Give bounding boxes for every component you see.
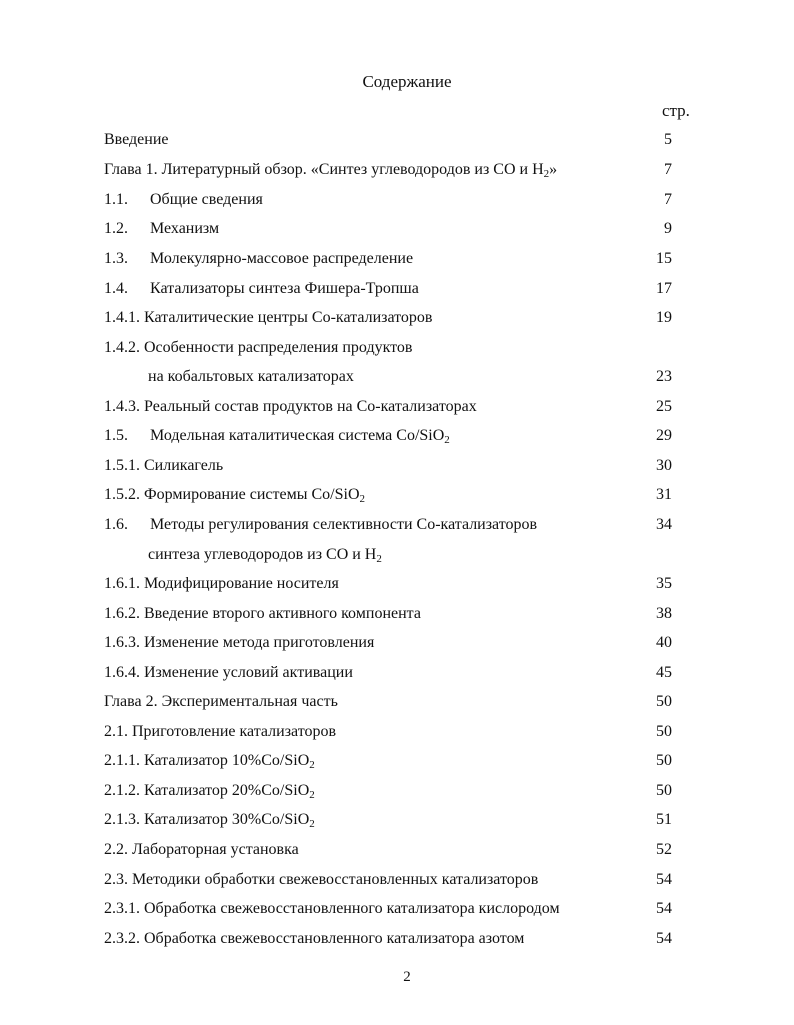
toc-entry-page: 19 xyxy=(656,309,672,326)
toc-entry-number: 1.5. xyxy=(104,427,128,444)
toc-entry-page: 45 xyxy=(656,664,672,681)
toc-entry-number: 1.5.1. xyxy=(104,457,140,474)
toc-entry-page: 51 xyxy=(656,811,672,828)
toc-entry-number: 2.2. xyxy=(104,841,128,858)
toc-entry-page: 52 xyxy=(656,841,672,858)
toc-entry-number: 1.1. xyxy=(104,191,128,208)
toc-entry-number: 1.6. xyxy=(104,516,128,533)
toc-entry-page: 54 xyxy=(656,871,672,888)
toc-entry-number: 1.5.2. xyxy=(104,486,140,503)
toc-entry-text: Реальный состав продуктов на Со-катализаторах xyxy=(144,398,477,415)
toc-entry-page: 17 xyxy=(656,280,672,297)
toc-entry-page: 7 xyxy=(664,161,672,178)
toc-entry-number: 1.6.2. xyxy=(104,605,140,622)
toc-entry-page: 31 xyxy=(656,486,672,503)
toc-entry-text: Молекулярно-массовое распределение xyxy=(150,250,414,267)
toc-entry-number: 1.4. xyxy=(104,280,128,297)
toc-entry-text: Лабораторная установка xyxy=(132,841,299,858)
toc-entry-number: 2.1. xyxy=(104,723,128,740)
toc-entry-number: 1.2. xyxy=(104,220,128,237)
toc-entry-text: Катализатор 20%Co/SiO$_2$ xyxy=(144,782,315,801)
toc-entry-number: 1.3. xyxy=(104,250,128,267)
toc-entry-page: 50 xyxy=(656,782,672,799)
toc-entry-text: Изменение метода приготовления xyxy=(144,634,375,651)
toc-entry-page: 30 xyxy=(656,457,672,474)
toc-entry-page: 5 xyxy=(664,131,672,148)
toc-entry-text: Катализаторы синтеза Фишера-Тропша xyxy=(150,280,419,297)
toc-entry-number: 1.6.1. xyxy=(104,575,140,592)
toc-entry-page: 25 xyxy=(656,398,672,415)
toc-entry-number: 2.3.1. xyxy=(104,900,140,917)
toc-entry-number: 2.1.1. xyxy=(104,752,140,769)
toc-entry-page: 50 xyxy=(656,752,672,769)
toc-entry-page: 34 xyxy=(656,516,672,533)
toc-entry-text: Глава 2. Экспериментальная часть xyxy=(104,693,338,710)
toc-entry-page: 50 xyxy=(656,723,672,740)
page-column-label: стр. xyxy=(662,101,690,120)
toc-entry-number: 1.4.2. xyxy=(104,339,140,356)
toc-entry-text: на кобальтовых катализаторах xyxy=(148,368,354,385)
toc-entry-text: Введение xyxy=(104,131,169,148)
toc-entry-text: Катализатор 30%Co/SiO$_2$ xyxy=(144,811,315,830)
toc-entry-page: 15 xyxy=(656,250,672,267)
toc-entry-page: 54 xyxy=(656,930,672,947)
page-number: 2 xyxy=(403,969,411,985)
toc-entry-number: 1.4.1. xyxy=(104,309,140,326)
toc-entry-number: 2.1.2. xyxy=(104,782,140,799)
toc-entry-number: 1.6.4. xyxy=(104,664,140,681)
toc-entry-text: Особенности распределения продуктов xyxy=(144,339,413,356)
toc-entry-text: Формирование системы Co/SiO$_2$ xyxy=(144,486,366,505)
toc-entry-text: Обработка свежевосстановленного катализатора азотом xyxy=(144,930,525,947)
toc-entry-page: 23 xyxy=(656,368,672,385)
toc-entry-text: Катализатор 10%Co/SiO$_2$ xyxy=(144,752,315,771)
toc-entry-page: 35 xyxy=(656,575,672,592)
toc-entry-number: 1.4.3. xyxy=(104,398,140,415)
toc-entry-number: 2.1.3. xyxy=(104,811,140,828)
toc-entry-page: 54 xyxy=(656,900,672,917)
toc-entry-text: Механизм xyxy=(150,220,220,237)
toc-entry-text: Каталитические центры Со-катализаторов xyxy=(144,309,433,326)
toc-entry-text: Обработка свежевосстановленного катализатора кислородом xyxy=(144,900,560,917)
toc-entry-page: 50 xyxy=(656,693,672,710)
toc-entry-text: Методы регулирования селективности Со-катализаторов xyxy=(150,516,538,533)
toc-entry-text: Модельная каталитическая система Co/SiO$_2$ xyxy=(150,427,450,446)
toc-entry-text: Общие сведения xyxy=(150,191,263,208)
toc-entry-page: 38 xyxy=(656,605,672,622)
toc-entry-text: Введение второго активного компонента xyxy=(144,605,421,622)
toc-entry-page: 9 xyxy=(664,220,672,237)
toc-entry-number: 1.6.3. xyxy=(104,634,140,651)
toc-entry-page: 40 xyxy=(656,634,672,651)
toc-entry-page: 7 xyxy=(664,191,672,208)
toc-entry-text: Приготовление катализаторов xyxy=(132,723,337,740)
toc-entry-text: Силикагель xyxy=(144,457,224,474)
toc-entry-text: Изменение условий активации xyxy=(144,664,353,681)
toc-entry-text: Модифицирование носителя xyxy=(144,575,339,592)
toc-entry-page: 29 xyxy=(656,427,672,444)
page-title: Содержание xyxy=(362,72,452,91)
toc-entry-text: Глава 1. Литературный обзор. «Синтез углеводородов из СО и $Н_2$» xyxy=(104,161,558,180)
toc-entry-number: 2.3.2. xyxy=(104,930,140,947)
toc-entry-number: 2.3. xyxy=(104,871,128,888)
toc-entry-text: Методики обработки свежевосстановленных катализаторов xyxy=(132,871,539,888)
toc-entry-text: синтеза углеводородов из СО и $Н_2$ xyxy=(148,546,382,565)
